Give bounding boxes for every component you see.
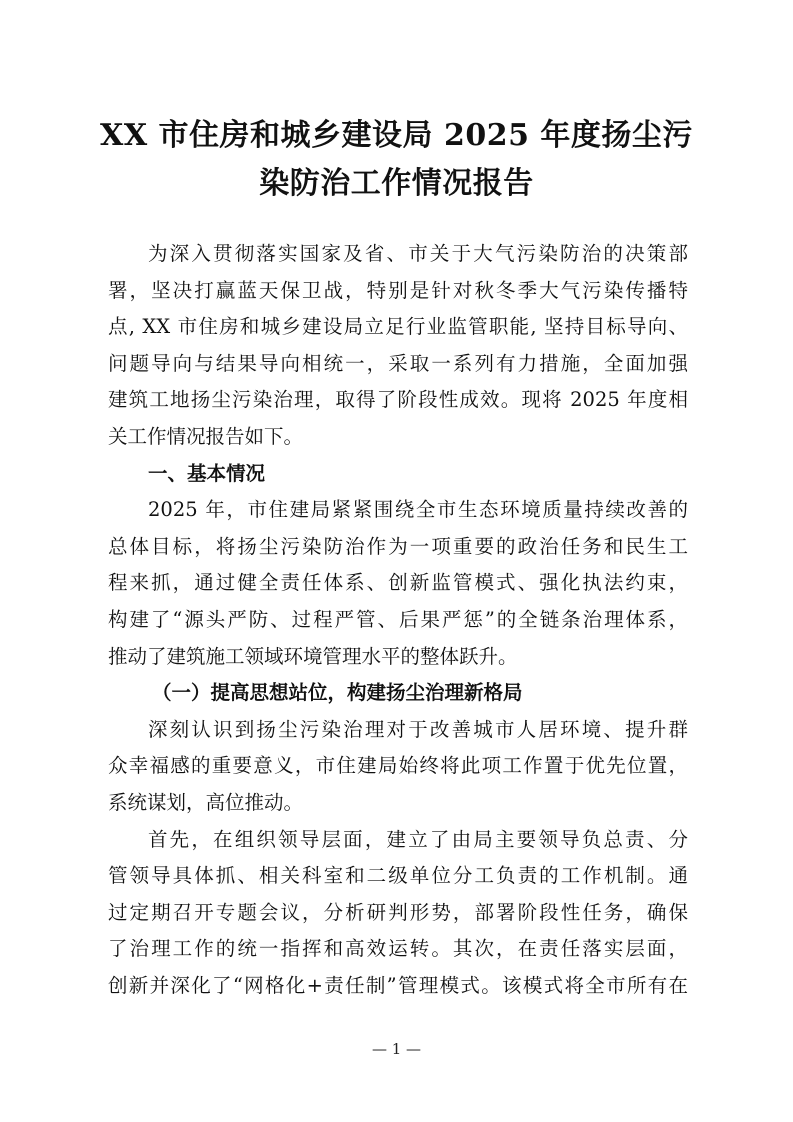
text-line: 推动了建筑施工领域环境管理水平的整体跃升。: [108, 644, 518, 668]
title-line-2: 染防治工作情况报告: [259, 166, 534, 201]
text-line: 深刻认识到扬尘污染治理对于改善城市人居环境、提升群: [148, 717, 688, 741]
text-line: 点, XX 市住房和城乡建设局立足行业监管职能, 坚持目标导向、: [108, 315, 688, 339]
text-line: 管领导具体抓、相关科室和二级单位分工负责的工作机制。通: [108, 864, 688, 888]
subsection-paragraph-2: [108, 822, 688, 1005]
text-line: 关工作情况报告如下。: [108, 424, 304, 448]
text-line: 总体目标，将扬尘污染防治作为一项重要的政治任务和民生工: [108, 534, 688, 558]
text-line: 为深入贯彻落实国家及省、市关于大气污染防治的决策部: [148, 242, 688, 265]
text-line: 程来抓，通过健全责任体系、创新监管模式、强化执法约束，: [108, 571, 688, 595]
text-line: 过定期召开专题会议，分析研判形势，部署阶段性任务，确保: [108, 900, 688, 924]
text-line: 了治理工作的统一指挥和高效运转。其次，在责任落实层面，: [108, 937, 688, 961]
intro-paragraph: [108, 236, 688, 456]
text-line: 构建了“源头严防、过程严管、后果严惩”的全链条治理体系，: [108, 607, 688, 631]
text-line: 问题导向与结果导向相统一，采取一系列有力措施，全面加强: [108, 351, 688, 375]
text-line: 首先，在组织领导层面，建立了由局主要领导负总责、分: [148, 827, 688, 851]
text-line: 建筑工地扬尘污染治理，取得了阶段性成效。现将 2025 年度相: [108, 388, 688, 412]
section-paragraph: [108, 492, 688, 675]
title-line-1: XX 市住房和城乡建设局 2025 年度扬尘污: [100, 118, 693, 153]
subsection-heading: （一）提高思想站位，构建扬尘治理新格局: [152, 681, 523, 705]
text-line: 创新并深化了“网格化+责任制”管理模式。该模式将全市所有在: [108, 973, 688, 997]
document-body: [108, 236, 688, 1004]
document-title: [80, 112, 713, 208]
text-line: 系统谋划，高位推动。: [108, 790, 304, 814]
text-line: 署，坚决打赢蓝天保卫战，特别是针对秋冬季大气污染传播特: [108, 278, 688, 302]
section-heading: 一、基本情况: [148, 461, 266, 485]
text-line: 2025 年，市住建局紧紧围绕全市生态环境质量持续改善的: [148, 498, 688, 522]
text-line: 众幸福感的重要意义，市住建局始终将此项工作置于优先位置，: [108, 754, 688, 778]
subsection-paragraph: [108, 712, 688, 822]
page-number: — 1 —: [371, 1040, 422, 1058]
